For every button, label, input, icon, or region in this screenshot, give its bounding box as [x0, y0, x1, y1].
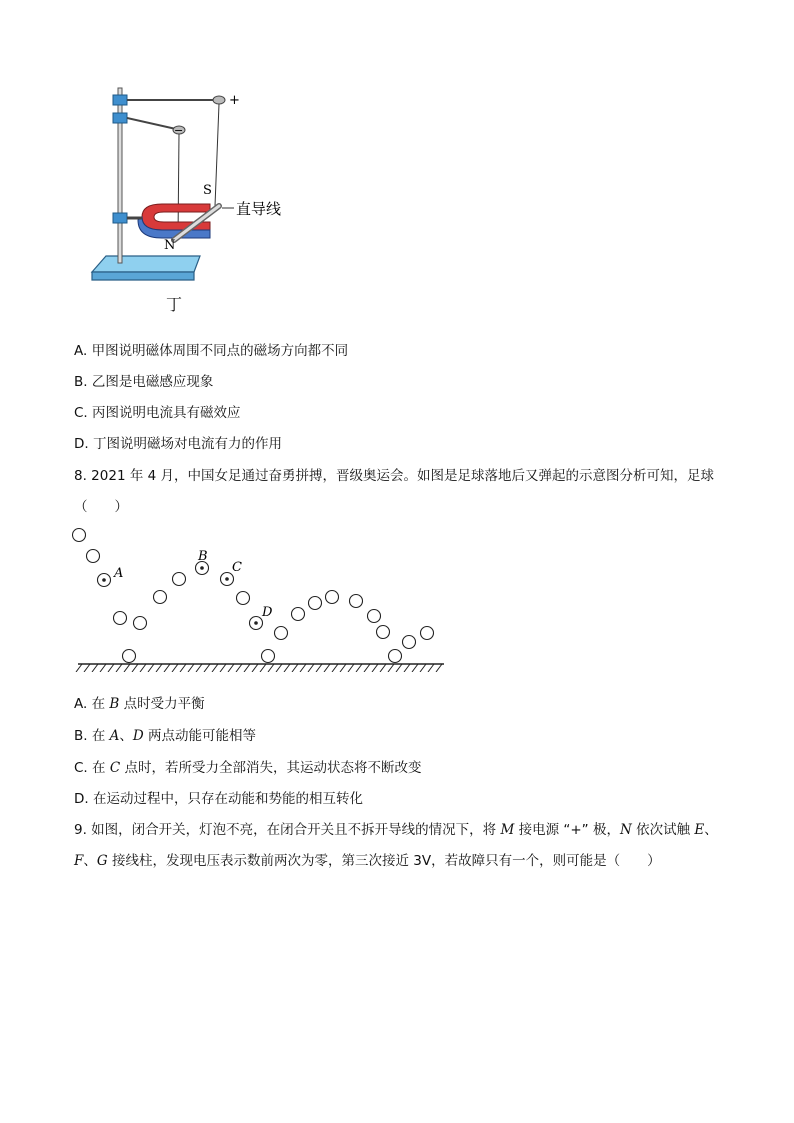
hatch-mark	[228, 664, 234, 672]
hatch-mark	[364, 664, 370, 672]
hatch-mark	[388, 664, 394, 672]
q8-stem-line2: （ ）	[74, 499, 128, 515]
stand-base	[92, 256, 200, 272]
hatch-mark	[308, 664, 314, 672]
hatch-mark	[156, 664, 162, 672]
hatch-mark	[172, 664, 178, 672]
north-pole-label: N	[164, 238, 176, 253]
q8-option-b-suffix: 两点动能可能相等	[143, 728, 257, 744]
ball	[421, 627, 434, 640]
hatch-mark	[196, 664, 202, 672]
q9-text-3: 依次试触	[631, 822, 695, 838]
q9-var-m: M	[500, 822, 515, 838]
ball-center-dot	[102, 578, 106, 582]
figure-caption: 丁	[166, 295, 183, 314]
hatch-mark	[108, 664, 114, 672]
hatch-mark	[276, 664, 282, 672]
ball	[154, 591, 167, 604]
hatch-mark	[180, 664, 186, 672]
ball	[368, 610, 381, 623]
hatch-mark	[348, 664, 354, 672]
q9-text-5: 、	[83, 853, 97, 869]
q9-text-2: 接电源 “+” 极，	[514, 822, 620, 838]
ball	[134, 617, 147, 630]
point-a-label: A	[114, 566, 124, 581]
q8-option-a-prefix: A. 在	[74, 696, 110, 712]
plus-label: +	[229, 93, 240, 108]
q8-option-c-var: C	[109, 760, 121, 776]
hatch-mark	[252, 664, 258, 672]
hatch-mark	[132, 664, 138, 672]
q8-option-b-mid: 、	[119, 728, 133, 744]
q8-option-c-prefix: C. 在	[74, 760, 110, 776]
point-d-label: D	[262, 605, 273, 620]
ball	[309, 597, 322, 610]
straight-wire-label: 直导线	[236, 200, 282, 218]
ball	[237, 592, 250, 605]
ball-center-dot	[225, 577, 229, 581]
point-b-label: B	[198, 549, 208, 564]
q8-option-a-suffix: 点时受力平衡	[119, 696, 205, 712]
hatch-mark	[428, 664, 434, 672]
q9-var-g: G	[96, 853, 108, 869]
hatch-mark	[300, 664, 306, 672]
q9-text-6: 接线柱，发现电压表示数前两次为零，第三次接近 3V，若故障只有一个，则可能是（ ）	[107, 853, 661, 869]
q9-var-f: F	[74, 853, 84, 869]
q8-option-a	[74, 692, 205, 712]
bounce-diagram	[72, 522, 452, 672]
apparatus-diagram	[82, 82, 322, 292]
hatch-mark	[140, 664, 146, 672]
hatch-mark	[284, 664, 290, 672]
ball	[377, 626, 390, 639]
hatch-mark	[412, 664, 418, 672]
q7-option-b: B. 乙图是电磁感应现象	[74, 374, 214, 390]
q8-stem-line1: 8. 2021 年 4 月，中国女足通过奋勇拼搏，晋级奥运会。如图是足球落地后又弹起的示意图分析可知，足球	[74, 468, 714, 484]
hatch-mark	[324, 664, 330, 672]
hanging-wire-right	[215, 104, 219, 206]
ball	[292, 608, 305, 621]
q8-option-b-prefix: B. 在	[74, 728, 110, 744]
clamp-middle	[113, 113, 127, 123]
ball	[403, 636, 416, 649]
q8-option-d-text: D. 在运动过程中，只存在动能和势能的相互转化	[74, 791, 363, 807]
q8-option-c	[74, 756, 421, 776]
q9-text-4: 、	[704, 822, 718, 838]
hatch-mark	[292, 664, 298, 672]
point-c-label: C	[232, 560, 242, 575]
ball	[123, 650, 136, 663]
ball	[173, 573, 186, 586]
ball	[326, 591, 339, 604]
hatch-mark	[316, 664, 322, 672]
hatch-mark	[124, 664, 130, 672]
figure-ding	[82, 82, 322, 296]
hatch-mark	[92, 664, 98, 672]
q8-option-a-var: B	[109, 696, 120, 712]
hatch-mark	[84, 664, 90, 672]
q7-option-c: C. 丙图说明电流具有磁效应	[74, 405, 241, 421]
stand-base-front	[92, 272, 194, 280]
clamp-bottom	[113, 213, 127, 223]
hatch-mark	[188, 664, 194, 672]
ball-center-dot	[200, 566, 204, 570]
south-pole-label: S	[203, 183, 212, 198]
clamp-top	[113, 95, 127, 105]
ball-positions	[73, 529, 434, 663]
ball	[275, 627, 288, 640]
hatch-mark	[436, 664, 442, 672]
hatch-mark	[164, 664, 170, 672]
hatch-mark	[212, 664, 218, 672]
hatch-mark	[380, 664, 386, 672]
hatch-mark	[236, 664, 242, 672]
hatch-mark	[332, 664, 338, 672]
q9-stem-line2	[74, 849, 661, 869]
q8-option-d	[74, 787, 363, 807]
hatch-mark	[260, 664, 266, 672]
q8-option-c-suffix: 点时，若所受力全部消失，其运动状态将不断改变	[120, 760, 422, 776]
hatch-mark	[372, 664, 378, 672]
ball	[389, 650, 402, 663]
q9-var-n: N	[619, 822, 632, 838]
q8-option-b-var: A	[109, 728, 120, 744]
hatch-mark	[76, 664, 82, 672]
hatch-mark	[116, 664, 122, 672]
hatch-mark	[268, 664, 274, 672]
hatch-mark	[340, 664, 346, 672]
hatch-mark	[204, 664, 210, 672]
hatch-mark	[420, 664, 426, 672]
q8-option-b	[74, 724, 256, 744]
q8-option-b-var2: D	[132, 728, 144, 744]
hatch-mark	[148, 664, 154, 672]
ball	[87, 550, 100, 563]
ball	[262, 650, 275, 663]
hatch-mark	[404, 664, 410, 672]
ball	[114, 612, 127, 625]
upper-terminal	[213, 96, 225, 104]
q7-option-d: D. 丁图说明磁场对电流有力的作用	[74, 436, 282, 452]
q9-stem-line1	[74, 818, 718, 838]
q9-text-1: 9. 如图，闭合开关，灯泡不亮，在闭合开关且不拆开导线的情况下，将	[74, 822, 501, 838]
q7-option-a: A. 甲图说明磁体周围不同点的磁场方向都不同	[74, 343, 349, 359]
hatch-mark	[220, 664, 226, 672]
hatch-mark	[244, 664, 250, 672]
ball-center-dot	[254, 621, 258, 625]
figure-ball-bounce	[72, 522, 452, 676]
ball	[350, 595, 363, 608]
hatch-mark	[100, 664, 106, 672]
ball	[73, 529, 86, 542]
q9-var-e: E	[694, 822, 705, 838]
ground-hatching	[76, 664, 442, 672]
lower-arm	[127, 118, 176, 129]
minus-label: −	[174, 124, 184, 137]
hatch-mark	[356, 664, 362, 672]
hatch-mark	[396, 664, 402, 672]
